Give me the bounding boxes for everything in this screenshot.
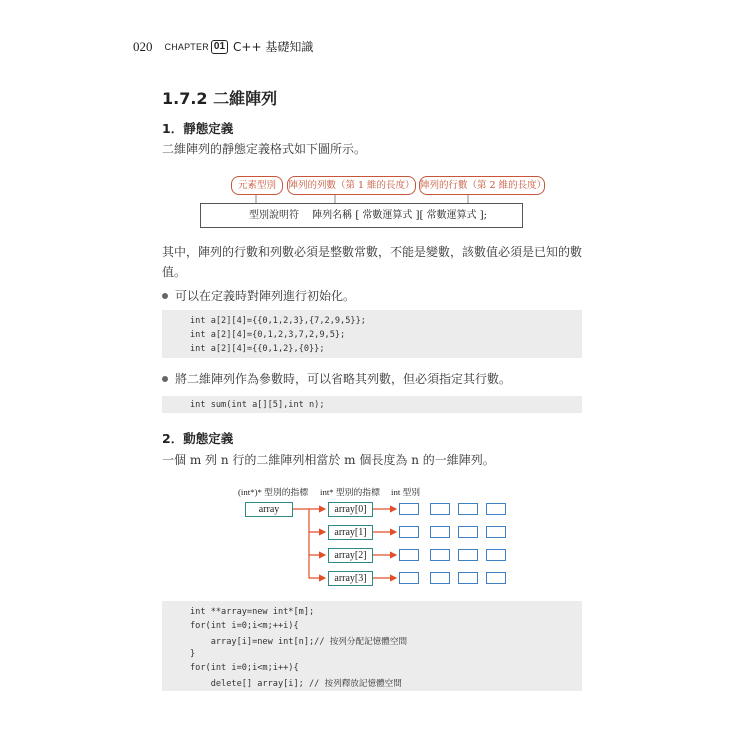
int-cell [486, 526, 506, 538]
label-int: int 型別 [391, 487, 421, 497]
static-def-intro: 二維陣列的靜態定義格式如下圖所示。 [162, 142, 367, 156]
int-cell [399, 572, 419, 584]
chapter-label: CHAPTER [164, 41, 209, 52]
bullet-initialize [162, 287, 355, 304]
int-cell [486, 572, 506, 584]
int-cell [486, 549, 506, 561]
running-header [133, 38, 313, 55]
static-def-paragraph: 其中，陣列的行數和列數必須是整數常數，不能是變數，該數值必須是已知的數值。 [162, 245, 583, 279]
int-cell [458, 503, 478, 515]
code-line: int sum(int a[][5],int n); [190, 400, 325, 410]
int-cell [399, 549, 419, 561]
bullet-parameter [162, 370, 511, 387]
tag-element-type: 元素型別 [231, 176, 283, 195]
int-cell [458, 572, 478, 584]
int-cell [458, 549, 478, 561]
code-block-3 [162, 601, 582, 691]
code-line: int a[2][4]={0,1,2,3,7,2,9,5}; [190, 330, 346, 340]
declaration-box: 型別說明符 陣列名稱 [ 常數運算式 ][ 常數運算式 ]; [200, 203, 523, 228]
static-def-diagram [198, 172, 547, 232]
code-line: delete[] array[i]; // 按列釋放記憶體空間 [190, 679, 402, 689]
int-cell [430, 549, 450, 561]
code-line: int a[2][4]={{0,1,2,3},{7,2,9,5}}; [190, 316, 366, 326]
code-line: for(int i=0;i<m;++i){ [190, 621, 299, 631]
code-line: for(int i=0;i<m;i++){ [190, 663, 299, 673]
dynamic-def-intro: 一個 m 列 n 行的二維陣列相當於 m 個長度為 n 的一維陣列。 [162, 453, 495, 467]
int-cell [430, 526, 450, 538]
section-title: 1.7.2 二維陣列 [162, 89, 278, 108]
int-cell [430, 503, 450, 515]
chapter-number: 01 [211, 40, 228, 54]
dynamic-def-heading: 2．動態定義 [162, 431, 234, 446]
array-pointer-box: array [245, 502, 293, 517]
label-ptr-ptr: (int*)* 型別的指標 [238, 487, 309, 497]
label-ptr: int* 型別的指標 [320, 487, 380, 497]
code-line: int **array=new int*[m]; [190, 607, 315, 617]
bullet-text: 將二維陣列作為參數時，可以省略其列數，但必須指定其行數。 [175, 372, 512, 386]
tag-rows: 陣列的行數（第 2 維的長度） [419, 176, 545, 195]
int-cell [458, 526, 478, 538]
bullet-dot-icon [162, 376, 168, 382]
bullet-dot-icon [162, 293, 168, 299]
code-line: } [190, 649, 196, 659]
int-cell [486, 503, 506, 515]
page-number: 020 [133, 38, 153, 54]
row-pointer-box: array[0] [328, 502, 373, 517]
tag-columns: 陣列的列數（第 1 維的長度） [287, 176, 416, 195]
code-block-2 [162, 396, 582, 413]
code-line: array[i]=new int[n];// 按列分配記憶體空間 [190, 637, 408, 647]
row-pointer-box: array[2] [328, 548, 373, 563]
code-block-1 [162, 310, 582, 358]
int-cell [430, 572, 450, 584]
row-pointer-box: array[1] [328, 525, 373, 540]
int-cell [399, 526, 419, 538]
row-pointer-box: array[3] [328, 571, 373, 586]
code-line: int a[2][4]={{0,1,2},{0}}; [190, 344, 325, 354]
chapter-title: C++ 基礎知識 [233, 40, 314, 54]
int-cell [399, 503, 419, 515]
bullet-text: 可以在定義時對陣列進行初始化。 [175, 289, 356, 303]
dynamic-def-diagram [236, 484, 516, 589]
static-def-heading: 1．靜態定義 [162, 121, 234, 136]
